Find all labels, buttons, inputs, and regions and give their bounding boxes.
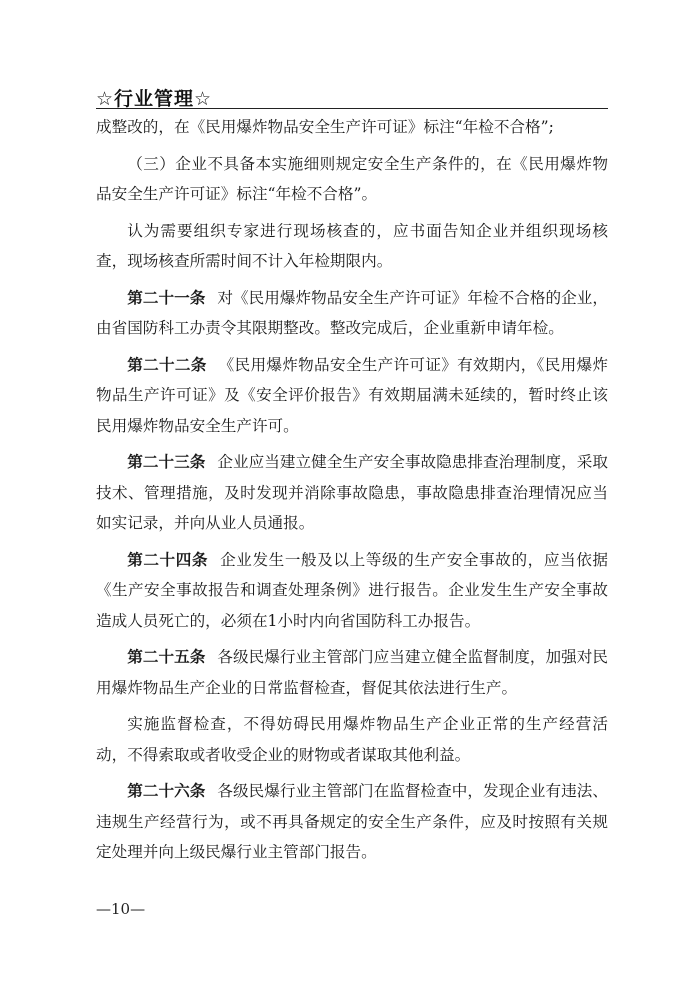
article-26	[96, 776, 608, 868]
article-text: 企业发生一般及以上等级的生产安全事故的，应当依据《生产安全事故报告和调查处理条例》进行报告。企业发生生产安全事故造成人员死亡的，必须在1小时内向省国防科工办报告。	[96, 550, 608, 630]
page-number: —10—	[96, 900, 146, 918]
header-divider	[96, 108, 608, 109]
paragraph-text: （三）企业不具备本实施细则规定安全生产条件的，在《民用爆炸物品安全生产许可证》标注“年检不合格”。	[96, 154, 608, 203]
article-25	[96, 642, 608, 703]
article-24	[96, 545, 608, 637]
paragraph-1	[96, 112, 608, 143]
article-number: 第二十五条	[127, 648, 206, 666]
article-text: 《民用爆炸物品安全生产许可证》有效期内，《民用爆炸物品生产许可证》及《安全评价报告》有效期届满未延续的，暂时终止该民用爆炸物品安全生产许可。	[96, 355, 608, 435]
article-text: 各级民爆行业主管部门在监督检查中，发现企业有违法、违规生产经营行为，或不再具备规定的安全生产条件，应及时按照有关规定处理并向上级民爆行业主管部门报告。	[96, 782, 608, 861]
paragraph-text: 认为需要组织专家进行现场核查的，应书面告知企业并组织现场核查，现场核查所需时间不计入年检期限内。	[96, 221, 608, 270]
document-body	[96, 112, 608, 874]
article-text: 企业应当建立健全生产安全事故隐患排查治理制度，采取技术、管理措施，及时发现并消除事故隐患，事故隐患排查治理情况应当如实记录，并向从业人员通报。	[96, 453, 608, 532]
article-22	[96, 350, 608, 442]
article-text: 对《民用爆炸物品安全生产许可证》年检不合格的企业，由省国防科工办责令其限期整改。整改完成后，企业重新申请年检。	[96, 288, 608, 337]
article-21	[96, 283, 608, 344]
paragraph-text: 成整改的，在《民用爆炸物品安全生产许可证》标注“年检不合格”;	[96, 118, 554, 136]
article-23	[96, 447, 608, 539]
article-text: 各级民爆行业主管部门应当建立健全监督制度，加强对民用爆炸物品生产企业的日常监督检查，督促其依法进行生产。	[96, 648, 608, 697]
article-number: 第二十四条	[127, 550, 209, 569]
article-number: 第二十三条	[127, 453, 206, 471]
article-number: 第二十六条	[127, 782, 206, 800]
article-number: 第二十二条	[127, 355, 207, 374]
article-number: 第二十一条	[127, 288, 206, 307]
paragraph-text: 实施监督检查，不得妨碍民用爆炸物品生产企业正常的生产经营活动，不得索取或者收受企业的财物或者谋取其他利益。	[96, 715, 608, 764]
paragraph-supervision	[96, 709, 608, 770]
section-header: ☆行业管理☆	[96, 88, 213, 110]
paragraph-2	[96, 149, 608, 210]
paragraph-3	[96, 216, 608, 277]
